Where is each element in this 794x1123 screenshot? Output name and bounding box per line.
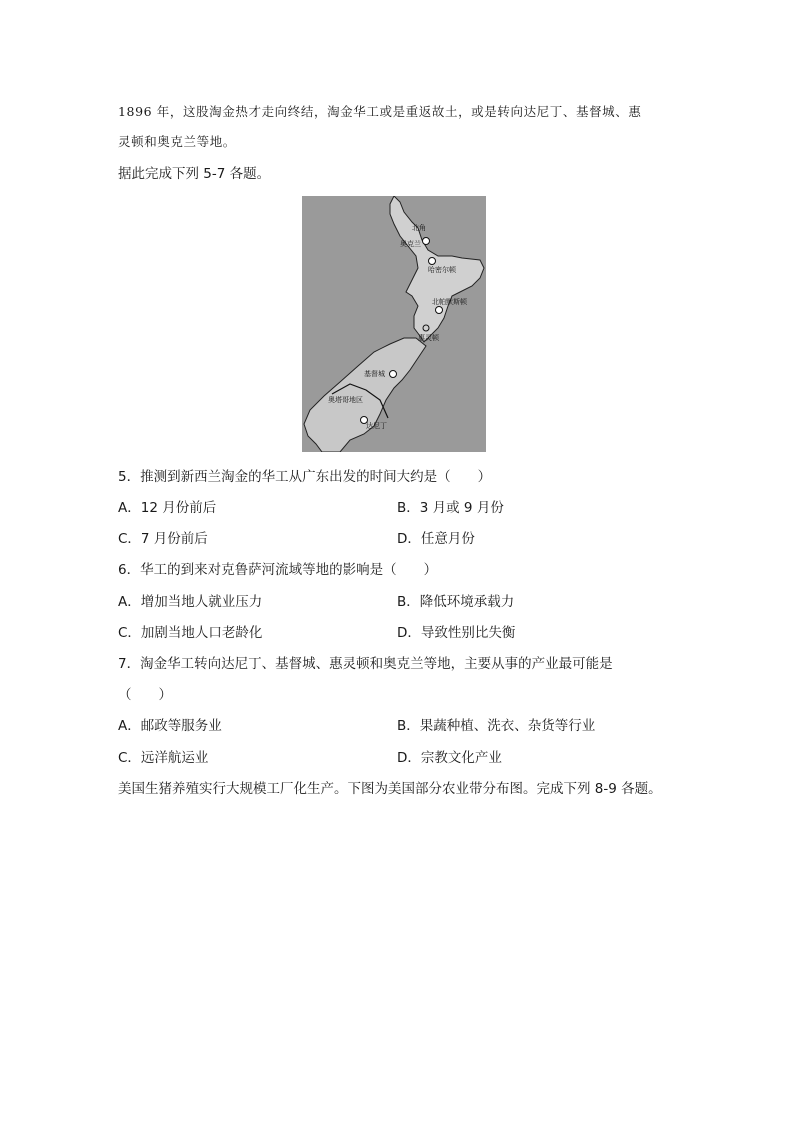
map-label-north-tip: 北角 — [412, 224, 426, 232]
map-label-christchurch: 基督城 — [364, 370, 385, 378]
q6-option-c[interactable]: C．加剧当地人口老龄化 — [118, 625, 263, 641]
map-label-palmerston: 北帕默斯顿 — [432, 298, 467, 306]
q7-option-d[interactable]: D．宗教文化产业 — [397, 750, 502, 766]
q5-option-c[interactable]: C．7 月份前后 — [118, 531, 208, 547]
map-label-dunedin: 达尼丁 — [366, 422, 387, 430]
q7-option-c[interactable]: C．远洋航运业 — [118, 750, 209, 766]
question-7-stem: 7．淘金华工转向达尼丁、基督城、惠灵顿和奥克兰等地，主要从事的产业最可能是 — [118, 656, 613, 672]
map-label-otago: 奥塔哥地区 — [328, 396, 363, 404]
q6-option-d[interactable]: D．导致性别比失衡 — [397, 625, 516, 641]
map-label-wellington: 惠灵顿 — [418, 334, 439, 342]
city-dot-christchurch — [390, 371, 397, 378]
map-label-hamilton: 哈密尔顿 — [428, 266, 456, 274]
instruction: 据此完成下列 5-7 各题。 — [118, 166, 271, 182]
q5-option-d[interactable]: D．任意月份 — [397, 531, 475, 547]
q5-option-a[interactable]: A．12 月份前后 — [118, 500, 217, 516]
city-dot-auckland — [423, 238, 430, 245]
map-label-auckland: 奥克兰 — [400, 240, 421, 248]
q7-option-a[interactable]: A．邮政等服务业 — [118, 718, 222, 734]
intro-line-1: 1896 年，这股淘金热才走向终结，淘金华工或是重返故土，或是转向达尼丁、基督城、惠 — [118, 104, 642, 119]
question-7-stem-cont: （ ） — [118, 687, 172, 703]
question-6-stem: 6．华工的到来对克鲁萨河流域等地的影响是（ ） — [118, 562, 438, 578]
new-zealand-map — [302, 196, 486, 452]
q6-option-a[interactable]: A．增加当地人就业压力 — [118, 594, 263, 610]
question-5-stem: 5．推测到新西兰淘金的华工从广东出发的时间大约是（ ） — [118, 469, 492, 485]
city-dot-hamilton — [429, 258, 436, 265]
q7-option-b[interactable]: B．果蔬种植、洗衣、杂货等行业 — [397, 718, 596, 734]
q5-option-b[interactable]: B．3 月或 9 月份 — [397, 500, 504, 516]
city-dot-palmerston — [436, 307, 443, 314]
q6-option-b[interactable]: B．降低环境承载力 — [397, 594, 515, 610]
intro-line-2: 灵顿和奥克兰等地。 — [118, 134, 236, 149]
next-section-intro: 美国生猪养殖实行大规模工厂化生产。下图为美国部分农业带分布图。完成下列 8-9 各题。 — [118, 781, 662, 797]
